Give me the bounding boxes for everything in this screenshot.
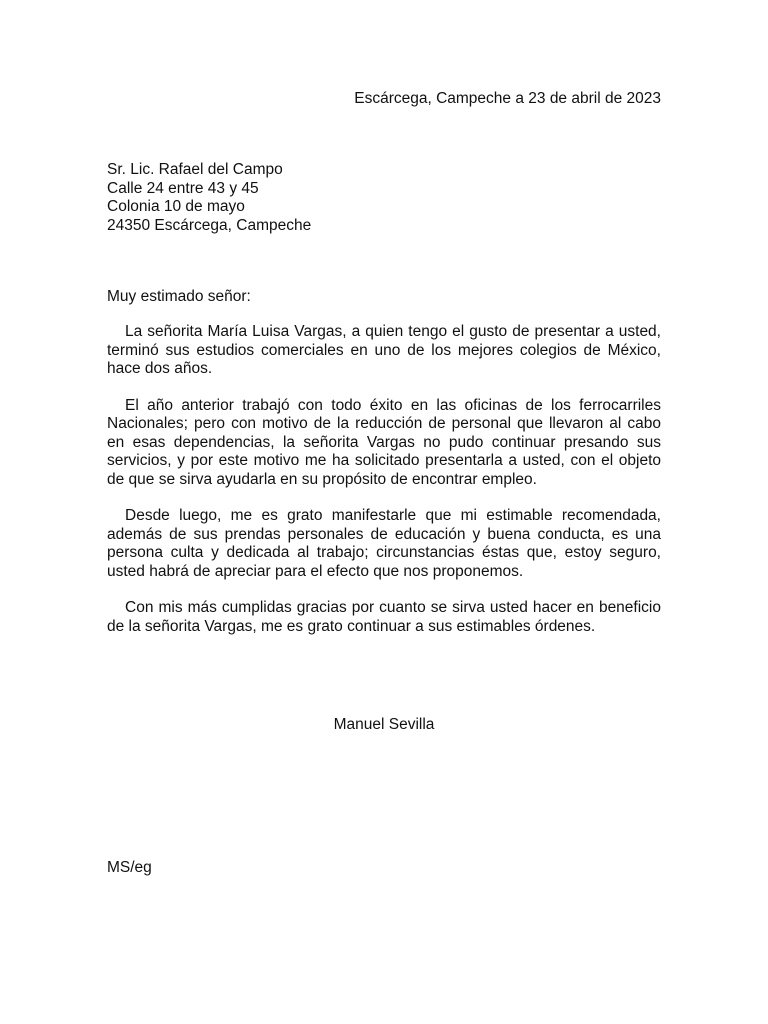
reference-initials: MS/eg [107, 859, 152, 876]
recipient-street: Calle 24 entre 43 y 45 [107, 179, 259, 197]
recipient-name: Sr. Lic. Rafael del Campo [107, 161, 283, 178]
body-paragraph: La señorita María Luisa Vargas, a quien tengo el gusto de presentar a usted, terminó sus estudios comerciales en uno de los mejores colegios de México, hace dos años. [107, 323, 661, 377]
place-and-date: Escárcega, Campeche a 23 de abril de 2023 [354, 90, 661, 107]
recipient-colony: Colonia 10 de mayo [107, 198, 245, 215]
body-paragraph: El año anterior trabajó con todo éxito en las oficinas de los ferrocarriles Nacionales; pero con motivo de la reducción de personal que llevaron al cabo en esas dependencias, la señorita Vargas no pudo continuar presando sus servicios, y por este motivo me ha solicitado presentarla a usted, con el objeto de que se sirva ayudarla en su propósito de encontrar empleo. [107, 396, 661, 488]
signature-name: Manuel Sevilla [333, 716, 435, 733]
recipient-city: 24350 Escárcega, Campeche [107, 216, 312, 234]
recipient-address [107, 161, 311, 235]
salutation: Muy estimado señor: [107, 288, 251, 305]
body-paragraph: Con mis más cumplidas gracias por cuanto se sirva usted hacer en beneficio de la señorita Vargas, me es grato continuar a sus estimables órdenes. [107, 599, 661, 635]
body-paragraph: Desde luego, me es grato manifestarle que mi estimable recomendada, además de sus prendas personales de educación y buena conducta, es una persona culta y dedicada al trabajo; circunstancias éstas que, estoy seguro, usted habrá de apreciar para el efecto que nos proponemos. [107, 507, 661, 580]
letter-body [107, 323, 661, 654]
